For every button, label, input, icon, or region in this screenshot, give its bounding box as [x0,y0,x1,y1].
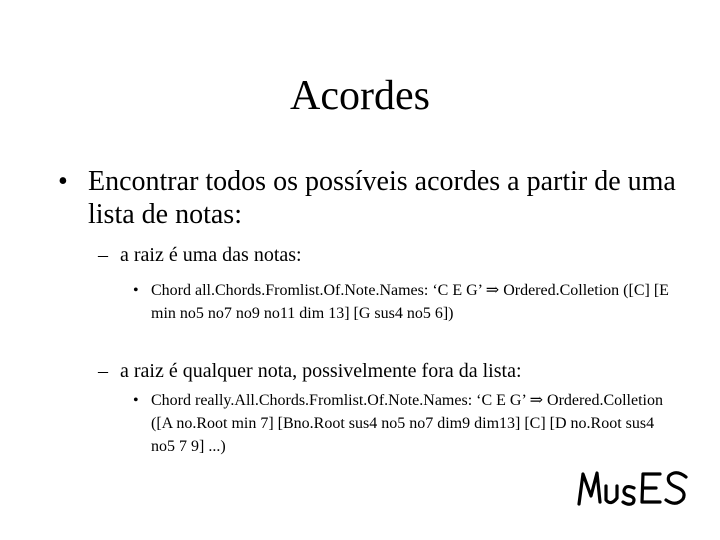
muses-logo [576,462,690,512]
dash-marker: – [98,360,108,382]
code-text: Chord all.Chords.Fromlist.Of.Note.Names: ‘C E G’ ⇒ Ordered.Colletion ([C] [E min no5 no7 no9 no11 dim 13] [G sus4 no5 6]) [151,282,669,322]
slide-title: Acordes [290,73,430,119]
sub-bullet-text: a raiz é qualquer nota, possivelmente fora da lista: [120,360,522,382]
bullet-text: Encontrar todos os possíveis acordes a partir de uma lista de notas: [88,166,676,230]
bullet-marker: • [133,282,139,299]
code-text: Chord really.All.Chords.Fromlist.Of.Note.Names: ‘C E G’ ⇒ Ordered.Colletion ([A no.Root min 7] [Bno.Root sus4 no5 no7 dim9 dim13] [C] [D no.Root sus4 no5 7 9] ...) [151,392,663,455]
bullet-marker: • [133,392,139,409]
sub-bullet-text: a raiz é uma das notas: [120,244,302,266]
bullet-marker: • [58,166,68,197]
dash-marker: – [98,244,108,266]
